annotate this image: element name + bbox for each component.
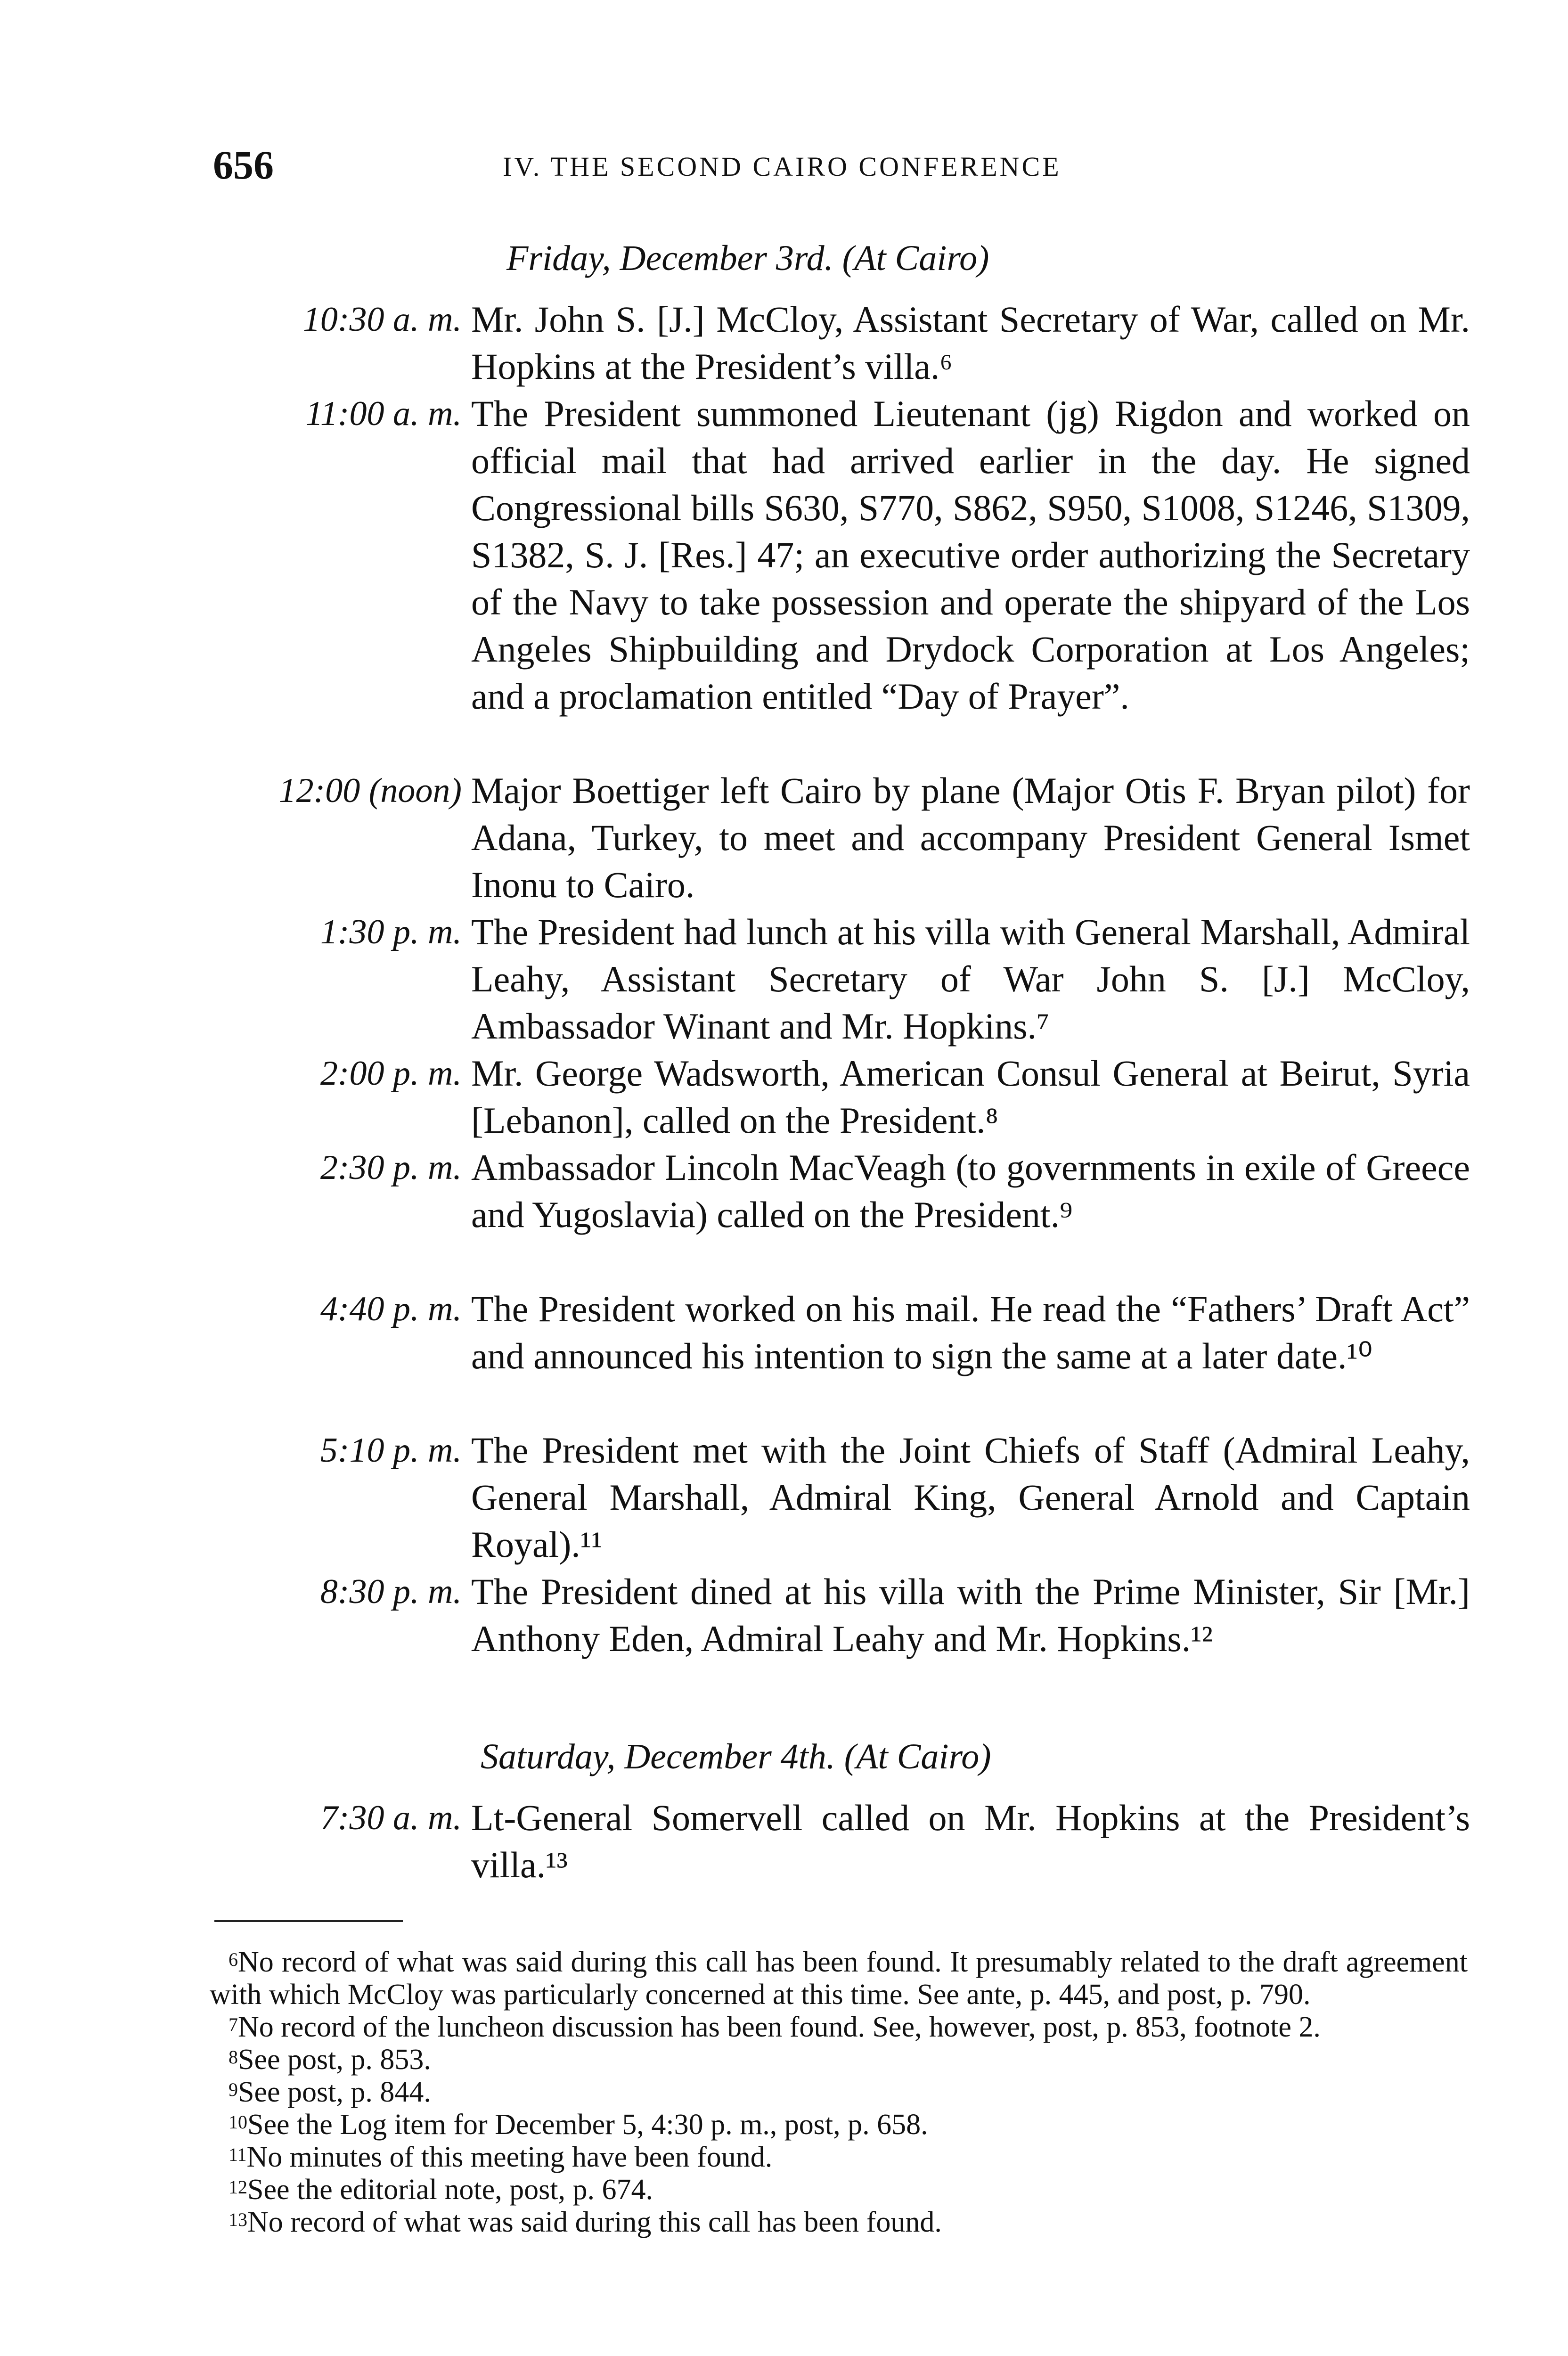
footnote-number: 11 (229, 2144, 247, 2165)
entry-text: The President met with the Joint Chiefs of Staff (Admiral Leahy, General Marshall, Admiral King, General Arnold and Captain Royal).¹¹ (471, 1430, 1470, 1565)
entry-time: 11:00 a. m. (305, 394, 462, 433)
entry-text: The President summoned Lieutenant (jg) Rigdon and worked on official mail that had arrived earlier in the day. He signed Congressional bills S630, S770, S862, S950, S1008, S1246, S1309, S1382, S. J. [Res.] 47; an executive order authorizing the Secretary of the Navy to take possession and operate the shipyard of the Los Angeles Shipbuilding and Drydock Corporation at Los Angeles; and a proclamation entitled “Day of Prayer”. (471, 393, 1470, 717)
footnote-text: No record of the luncheon discussion has been found. See, however, post, p. 853, footnote 2. (238, 2011, 1321, 2043)
entry-text: The President worked on his mail. He read the “Fathers’ Draft Act” and announced his intention to sign the same at a later date.¹⁰ (471, 1288, 1470, 1376)
entry-text: Major Boettiger left Cairo by plane (Major Otis F. Bryan pilot) for Adana, Turkey, to meet and accompany President General Ismet Inonu to Cairo. (471, 770, 1470, 905)
day-heading-saturday: Saturday, December 4th. (At Cairo) (481, 1737, 991, 1776)
entry-time: 4:40 p. m. (320, 1290, 462, 1328)
footnotes (210, 1946, 1468, 2239)
entry-text: Ambassador Lincoln MacVeagh (to governments in exile of Greece and Yugoslavia) called on the President.⁹ (471, 1147, 1470, 1235)
entry-text: The President dined at his villa with the Prime Minister, Sir [Mr.] Anthony Eden, Admiral Leahy and Mr. Hopkins.¹² (471, 1571, 1470, 1659)
footnote-number: 8 (229, 2046, 238, 2068)
footnote (210, 2076, 1468, 2109)
page-header (213, 141, 1466, 193)
footnote (210, 2011, 1468, 2044)
entry-text: Lt-General Somervell called on Mr. Hopkins at the President’s villa.¹³ (471, 1797, 1470, 1885)
footnote-text: No minutes of this meeting have been found. (246, 2141, 773, 2173)
footnote-number: 13 (229, 2209, 247, 2230)
footnote-number: 9 (229, 2079, 238, 2100)
entry-time: 5:10 p. m. (320, 1431, 462, 1470)
day-heading-friday: Friday, December 3rd. (At Cairo) (506, 238, 989, 278)
footnote-number: 6 (229, 1949, 238, 1970)
running-head: IV. THE SECOND CAIRO CONFERENCE (503, 151, 1062, 182)
entry-text: Mr. John S. [J.] McCloy, Assistant Secretary of War, called on Mr. Hopkins at the President’s villa.⁶ (471, 299, 1470, 387)
footnote-text: See the editorial note, post, p. 674. (247, 2174, 653, 2206)
entry-time: 2:00 p. m. (320, 1054, 462, 1093)
entry-time: 2:30 p. m. (320, 1148, 462, 1187)
footnote (210, 2044, 1468, 2076)
entry-time: 10:30 a. m. (302, 300, 462, 339)
footnote-number: 7 (229, 2014, 238, 2035)
entry-text: The President had lunch at his villa with General Marshall, Admiral Leahy, Assistant Secretary of War John S. [J.] McCloy, Ambassador Winant and Mr. Hopkins.⁷ (471, 911, 1470, 1047)
footnote (210, 2206, 1468, 2239)
entry-text: Mr. George Wadsworth, American Consul General at Beirut, Syria [Lebanon], called on the President.⁸ (471, 1053, 1470, 1141)
footnote (210, 2141, 1468, 2174)
entry-time: 8:30 p. m. (320, 1572, 462, 1611)
entry-time: 12:00 (noon) (278, 771, 462, 810)
footnote-number: 12 (229, 2176, 247, 2198)
footnote (210, 1946, 1468, 2011)
footnote-text: No record of what was said during this call has been found. (247, 2206, 942, 2238)
page-number: 656 (213, 142, 274, 188)
entry-time: 1:30 p. m. (320, 913, 462, 951)
footnote (210, 2174, 1468, 2206)
footnote-text: See post, p. 844. (238, 2076, 431, 2108)
footnote-rule (214, 1920, 403, 1922)
footnote-text: See the Log item for December 5, 4:30 p. m., post, p. 658. (247, 2109, 928, 2141)
footnote-number: 10 (229, 2111, 247, 2133)
footnote-text: See post, p. 853. (238, 2044, 431, 2076)
footnote (210, 2109, 1468, 2141)
entry-time: 7:30 a. m. (320, 1799, 462, 1837)
footnote-text: No record of what was said during this call has been found. It presumably related to the draft agreement with which McCloy was particularly concerned at this time. See ante, p. 445, and post, p. 790. (210, 1946, 1468, 2011)
